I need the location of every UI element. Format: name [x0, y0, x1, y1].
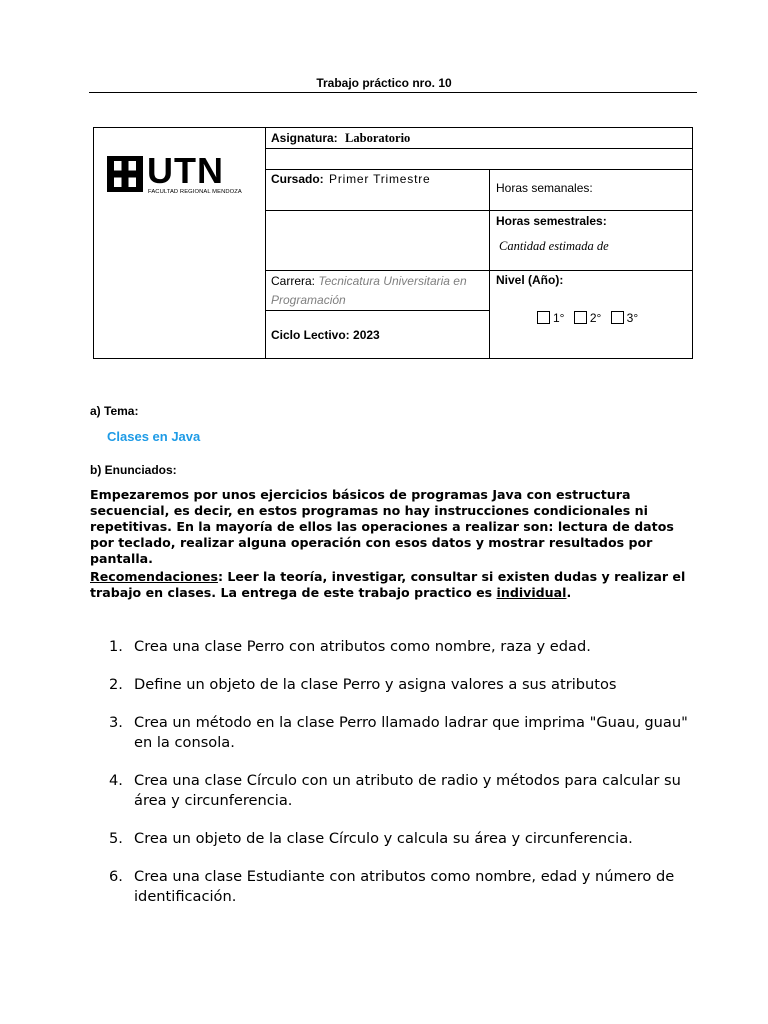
nivel-cell	[489, 270, 693, 359]
nivel-3-checkbox[interactable]	[611, 311, 624, 324]
info-table	[93, 127, 693, 359]
blank-cell	[265, 210, 490, 271]
header-divider	[89, 92, 697, 93]
cursado-label: Cursado:	[271, 172, 324, 186]
nivel-1-label: 1°	[553, 311, 565, 325]
enunciados-heading: b) Enunciados:	[90, 463, 177, 477]
nivel-2-label: 2°	[589, 311, 602, 325]
list-item: 4. Crea una clase Círculo con un atributo de radio y métodos para calcular su área y circunferencia.	[109, 772, 681, 809]
recomendaciones-label: Recomendaciones	[90, 569, 218, 584]
list-item: 6. Crea una clase Estudiante con atributos como nombre, edad y número de identificación.	[109, 868, 675, 905]
ciclo-lectivo: Ciclo Lectivo: 2023	[271, 328, 380, 342]
list-item: 2. Define un objeto de la clase Perro y asigna valores a sus atributos	[109, 676, 617, 693]
utn-emblem-icon	[106, 155, 144, 193]
carrera-cell	[265, 270, 490, 311]
recomendaciones-text: : Leer la teoría, investigar, consultar si existen dudas y realizar el trabajo en clases. La entrega de este trabajo practico es	[90, 569, 686, 600]
horas-semanales-cell	[489, 169, 693, 211]
logo-cell	[94, 128, 266, 358]
horas-semestrales-cell	[489, 210, 693, 271]
task-list	[109, 637, 709, 925]
empty-row	[265, 148, 693, 170]
recomendaciones	[90, 569, 702, 601]
asignatura-label: Asignatura:	[271, 131, 338, 145]
enunciados-intro: Empezaremos por unos ejercicios básicos de programas Java con estructura secuencial, es decir, en estos programas no hay instrucciones condicionales ni repetitivas. En la mayoría de ellos las operaciones a realizar son: lectura de datos por teclado, realizar alguna operación con esos datos y mostrar resultados por pantalla.	[90, 487, 674, 566]
logo-wordmark: UTN	[147, 150, 224, 191]
nivel-options	[537, 311, 687, 325]
recomendaciones-end: .	[566, 585, 572, 600]
page-title: Trabajo práctico nro. 10	[316, 76, 452, 90]
carrera-value-line2: Programación	[271, 293, 346, 307]
nivel-label: Nivel (Año):	[496, 273, 564, 287]
nivel-3-label: 3°	[626, 311, 639, 325]
horas-semestrales-value: Cantidad estimada de	[499, 239, 609, 253]
asignatura-cell	[265, 127, 693, 149]
cursado-cell	[265, 169, 490, 211]
list-item: 3. Crea un método en la clase Perro llamado ladrar que imprima "Guau, guau" en la consola.	[109, 714, 688, 751]
list-item: 5. Crea un objeto de la clase Círculo y calcula su área y circunferencia.	[109, 830, 633, 847]
tema-value: Clases en Java	[107, 429, 201, 444]
carrera-label: Carrera:	[271, 274, 316, 288]
ciclo-cell	[265, 310, 490, 359]
tema-heading: a) Tema:	[90, 404, 139, 418]
logo-subtitle: FACULTAD REGIONAL MENDOZA	[148, 189, 242, 195]
asignatura-value: Laboratorio	[345, 131, 411, 145]
utn-logo	[106, 151, 256, 199]
nivel-2-checkbox[interactable]	[574, 311, 587, 324]
carrera-value-line1: Tecnicatura Universitaria en	[318, 274, 467, 288]
list-item: 1. Crea una clase Perro con atributos como nombre, raza y edad.	[109, 638, 591, 655]
horas-semanales-label: Horas semanales:	[496, 181, 593, 195]
recomendaciones-individual: individual	[496, 585, 567, 600]
nivel-1-checkbox[interactable]	[537, 311, 550, 324]
horas-semestrales-label: Horas semestrales:	[496, 214, 607, 228]
cursado-value: Primer Trimestre	[329, 172, 431, 186]
